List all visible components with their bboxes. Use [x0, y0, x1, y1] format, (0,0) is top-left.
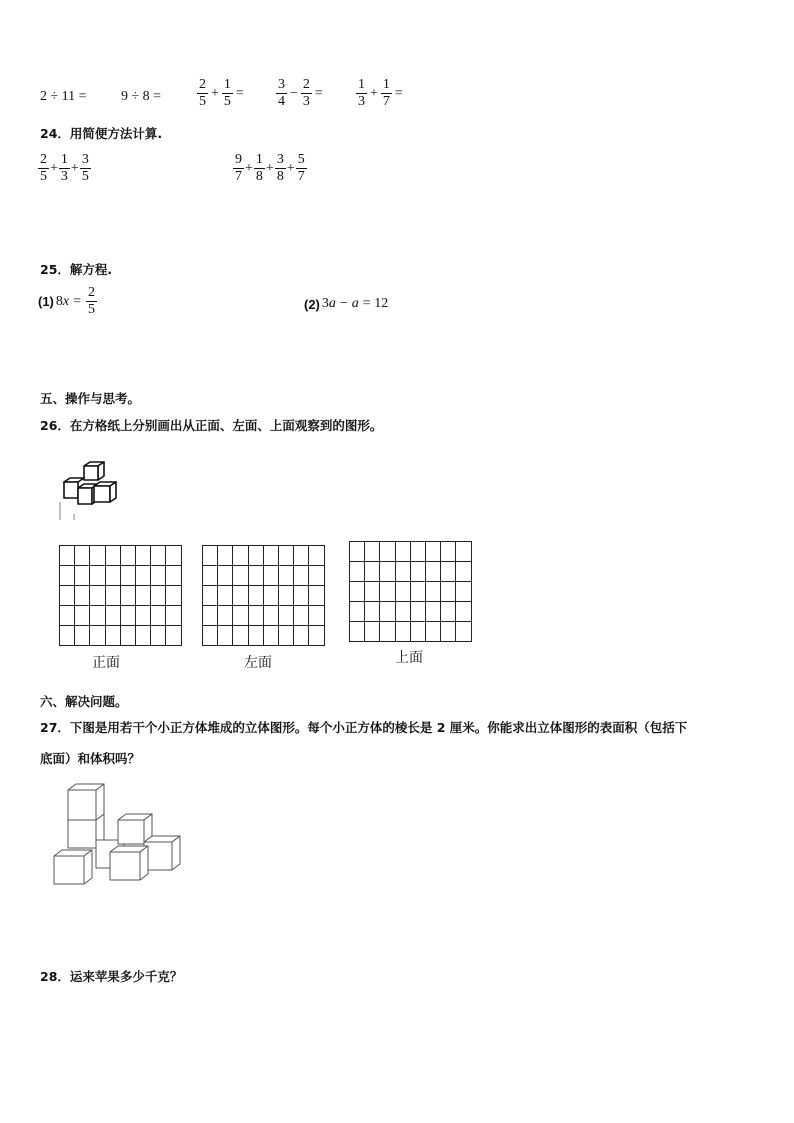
fraction: $\frac{3}{4}$ [278, 77, 285, 109]
grid-cell[interactable] [456, 582, 471, 602]
grid-cell[interactable] [456, 622, 471, 642]
grid-cell[interactable] [350, 582, 365, 602]
grid-cell[interactable] [166, 586, 181, 606]
grid-row [203, 606, 325, 626]
grid-cell[interactable] [278, 586, 293, 606]
grid-cell[interactable] [309, 586, 324, 606]
grid-cell[interactable] [135, 626, 150, 646]
grid-cell[interactable] [410, 622, 425, 642]
grid-cell[interactable] [309, 546, 324, 566]
grid-cell[interactable] [120, 586, 135, 606]
grid-cell[interactable] [248, 626, 263, 646]
grid-cell[interactable] [263, 606, 278, 626]
grid-cell[interactable] [166, 626, 181, 646]
expr-9-div-8: 9 ÷ 8 = [121, 89, 162, 104]
grid-row [203, 566, 325, 586]
grid-cell[interactable] [294, 626, 309, 646]
fraction: $\frac{1}{3}$ [60, 152, 68, 184]
grid-cell[interactable] [395, 542, 410, 562]
grid-cell[interactable] [350, 622, 365, 642]
grid-row [350, 582, 472, 602]
grid-cell[interactable] [365, 562, 380, 582]
grid-cell[interactable] [120, 546, 135, 566]
grid-row [60, 546, 182, 566]
fraction: $\frac{2}{3}$ [302, 77, 310, 109]
grid-cell[interactable] [218, 606, 233, 626]
grid-cell[interactable] [410, 542, 425, 562]
grid-cell[interactable] [60, 626, 75, 646]
q25-equation-2: (2) 3 a − a = 12 [304, 296, 389, 312]
grid-cell[interactable] [395, 582, 410, 602]
grid-row [203, 546, 325, 566]
grid-cell[interactable] [248, 586, 263, 606]
grid-front-view[interactable] [59, 545, 182, 646]
grid-cell[interactable] [218, 546, 233, 566]
grid-cell[interactable] [60, 606, 75, 626]
grid-cell[interactable] [410, 562, 425, 582]
grid-cell[interactable] [309, 606, 324, 626]
grid-cell[interactable] [456, 602, 471, 622]
grid-cell[interactable] [294, 586, 309, 606]
question-27-line1: 27．下图是用若干个小正方体堆成的立体图形。每个小正方体的棱长是 2 厘米。你能求出立体图形的表面积（包括下 [40, 720, 688, 735]
grid-cell[interactable] [135, 566, 150, 586]
grid-cell[interactable] [441, 582, 456, 602]
grid-cell[interactable] [60, 586, 75, 606]
grid-row [350, 622, 472, 642]
grid-cell[interactable] [425, 562, 440, 582]
grid-cell[interactable] [233, 606, 248, 626]
stacked-cubes-figure [52, 780, 186, 888]
section-6-heading: 六、解决问题。 [40, 694, 128, 709]
grid-cell[interactable] [218, 566, 233, 586]
grid-cell[interactable] [233, 626, 248, 646]
expr-frac-add-1: $\frac{2}{5}$ + $\frac{1}{5}$ = [199, 77, 244, 109]
grid-left-view[interactable] [202, 545, 325, 646]
fraction: $\frac{1}{7}$ [382, 77, 390, 109]
section-5-heading: 五、操作与思考。 [40, 391, 141, 406]
grid-cell[interactable] [75, 606, 90, 626]
grid-cell[interactable] [120, 566, 135, 586]
grid-cell[interactable] [263, 546, 278, 566]
grid-cell[interactable] [425, 602, 440, 622]
grid-cell[interactable] [105, 566, 120, 586]
grid-cell[interactable] [75, 546, 90, 566]
grid-cell[interactable] [120, 606, 135, 626]
grid-cell[interactable] [90, 626, 105, 646]
grid-label-front: 正面 [92, 655, 120, 671]
q25-equation-1: (1) 8 x = $\frac{2}{5}$ [38, 285, 96, 317]
grid-cell[interactable] [248, 566, 263, 586]
grid-cell[interactable] [441, 542, 456, 562]
grid-cell[interactable] [456, 542, 471, 562]
cube-figure-small [54, 458, 126, 522]
grid-top-view[interactable] [349, 541, 472, 642]
fraction: $\frac{2}{5}$ [40, 152, 47, 184]
grid-cell[interactable] [410, 582, 425, 602]
grid-row [350, 562, 472, 582]
grid-cell[interactable] [218, 626, 233, 646]
grid-row [350, 542, 472, 562]
grid-label-left: 左面 [244, 655, 272, 671]
grid-cell[interactable] [395, 602, 410, 622]
grid-cell[interactable] [90, 586, 105, 606]
grid-cell[interactable] [425, 622, 440, 642]
grid-cell[interactable] [166, 566, 181, 586]
grid-cell[interactable] [75, 626, 90, 646]
fraction: $\frac{2}{5}$ [199, 77, 206, 109]
grid-cell[interactable] [365, 622, 380, 642]
fraction: $\frac{5}{7}$ [297, 152, 305, 184]
grid-cell[interactable] [380, 622, 395, 642]
grid-row [203, 626, 325, 646]
grid-cell[interactable] [135, 546, 150, 566]
grid-row [60, 566, 182, 586]
grid-cell[interactable] [203, 586, 218, 606]
fraction: $\frac{3}{5}$ [81, 152, 89, 184]
grid-cell[interactable] [135, 586, 150, 606]
grid-cell[interactable] [151, 546, 166, 566]
grid-cell[interactable] [294, 546, 309, 566]
question-25-title: 25．解方程. [40, 262, 113, 277]
question-26-title: 26．在方格纸上分别画出从正面、左面、上面观察到的图形。 [40, 418, 383, 433]
grid-cell[interactable] [75, 566, 90, 586]
q24-expression-left: $\frac{2}{5}$ + $\frac{1}{3}$ + $\frac{3}{5}$ [40, 152, 89, 184]
expr-frac-sub: $\frac{3}{4}$ − $\frac{2}{3}$ = [278, 77, 323, 109]
grid-cell[interactable] [441, 622, 456, 642]
grid-cell[interactable] [441, 602, 456, 622]
grid-cell[interactable] [151, 626, 166, 646]
grid-cell[interactable] [441, 562, 456, 582]
fraction: $\frac{1}{5}$ [223, 77, 231, 109]
grid-cell[interactable] [309, 626, 324, 646]
grid-cell[interactable] [380, 582, 395, 602]
grid-cell[interactable] [456, 562, 471, 582]
grid-cell[interactable] [278, 566, 293, 586]
grid-cell[interactable] [380, 542, 395, 562]
expr-frac-add-2: $\frac{1}{3}$ + $\frac{1}{7}$ = [358, 77, 403, 109]
grid-cell[interactable] [380, 562, 395, 582]
grid-row [350, 602, 472, 622]
grid-cell[interactable] [75, 586, 90, 606]
grid-cell[interactable] [350, 562, 365, 582]
grid-cell[interactable] [425, 542, 440, 562]
grid-cell[interactable] [395, 622, 410, 642]
grid-cell[interactable] [294, 566, 309, 586]
grid-cell[interactable] [365, 542, 380, 562]
grid-cell[interactable] [380, 602, 395, 622]
grid-cell[interactable] [309, 566, 324, 586]
grid-cell[interactable] [105, 586, 120, 606]
grid-cell[interactable] [425, 582, 440, 602]
grid-cell[interactable] [135, 606, 150, 626]
grid-cell[interactable] [278, 546, 293, 566]
grid-row [203, 586, 325, 606]
grid-cell[interactable] [60, 546, 75, 566]
grid-cell[interactable] [263, 586, 278, 606]
fraction: $\frac{9}{7}$ [235, 152, 242, 184]
grid-cell[interactable] [248, 606, 263, 626]
grid-cell[interactable] [203, 566, 218, 586]
grid-cell[interactable] [365, 602, 380, 622]
grid-cell[interactable] [90, 606, 105, 626]
fraction: $\frac{1}{8}$ [255, 152, 263, 184]
grid-cell[interactable] [120, 626, 135, 646]
grid-cell[interactable] [218, 586, 233, 606]
grid-cell[interactable] [233, 566, 248, 586]
grid-cell[interactable] [395, 562, 410, 582]
grid-cell[interactable] [166, 606, 181, 626]
grid-cell[interactable] [60, 566, 75, 586]
grid-cell[interactable] [278, 606, 293, 626]
grid-cell[interactable] [278, 626, 293, 646]
grid-cell[interactable] [151, 586, 166, 606]
grid-cell[interactable] [90, 566, 105, 586]
grid-cell[interactable] [105, 546, 120, 566]
grid-cell[interactable] [203, 626, 218, 646]
grid-cell[interactable] [350, 602, 365, 622]
question-24-title: 24．用简便方法计算. [40, 126, 163, 141]
grid-cell[interactable] [151, 566, 166, 586]
question-28-title: 28．运来苹果多少千克？ [40, 969, 183, 984]
fraction: $\frac{3}{8}$ [276, 152, 284, 184]
grid-cell[interactable] [410, 602, 425, 622]
question-27-line2: 底面）和体积吗？ [40, 751, 141, 766]
grid-cell[interactable] [263, 626, 278, 646]
grid-cell[interactable] [294, 606, 309, 626]
grid-cell[interactable] [203, 606, 218, 626]
grid-cell[interactable] [151, 606, 166, 626]
grid-cell[interactable] [248, 546, 263, 566]
q24-expression-right: $\frac{9}{7}$ + $\frac{1}{8}$ + $\frac{3}{8}$ + $\frac{5}{7}$ [235, 152, 305, 184]
grid-label-top: 上面 [395, 650, 423, 666]
grid-cell[interactable] [263, 566, 278, 586]
grid-cell[interactable] [365, 582, 380, 602]
fraction: $\frac{1}{3}$ [358, 77, 365, 109]
grid-cell[interactable] [233, 586, 248, 606]
grid-cell[interactable] [105, 606, 120, 626]
grid-cell[interactable] [105, 626, 120, 646]
grid-cell[interactable] [233, 546, 248, 566]
grid-row [60, 606, 182, 626]
fraction: $\frac{2}{5}$ [88, 285, 96, 317]
grid-cell[interactable] [166, 546, 181, 566]
grid-row [60, 586, 182, 606]
grid-cell[interactable] [203, 546, 218, 566]
grid-row [60, 626, 182, 646]
grid-cell[interactable] [90, 546, 105, 566]
grid-cell[interactable] [350, 542, 365, 562]
expr-2-div-11: 2 ÷ 11 = [40, 89, 87, 104]
